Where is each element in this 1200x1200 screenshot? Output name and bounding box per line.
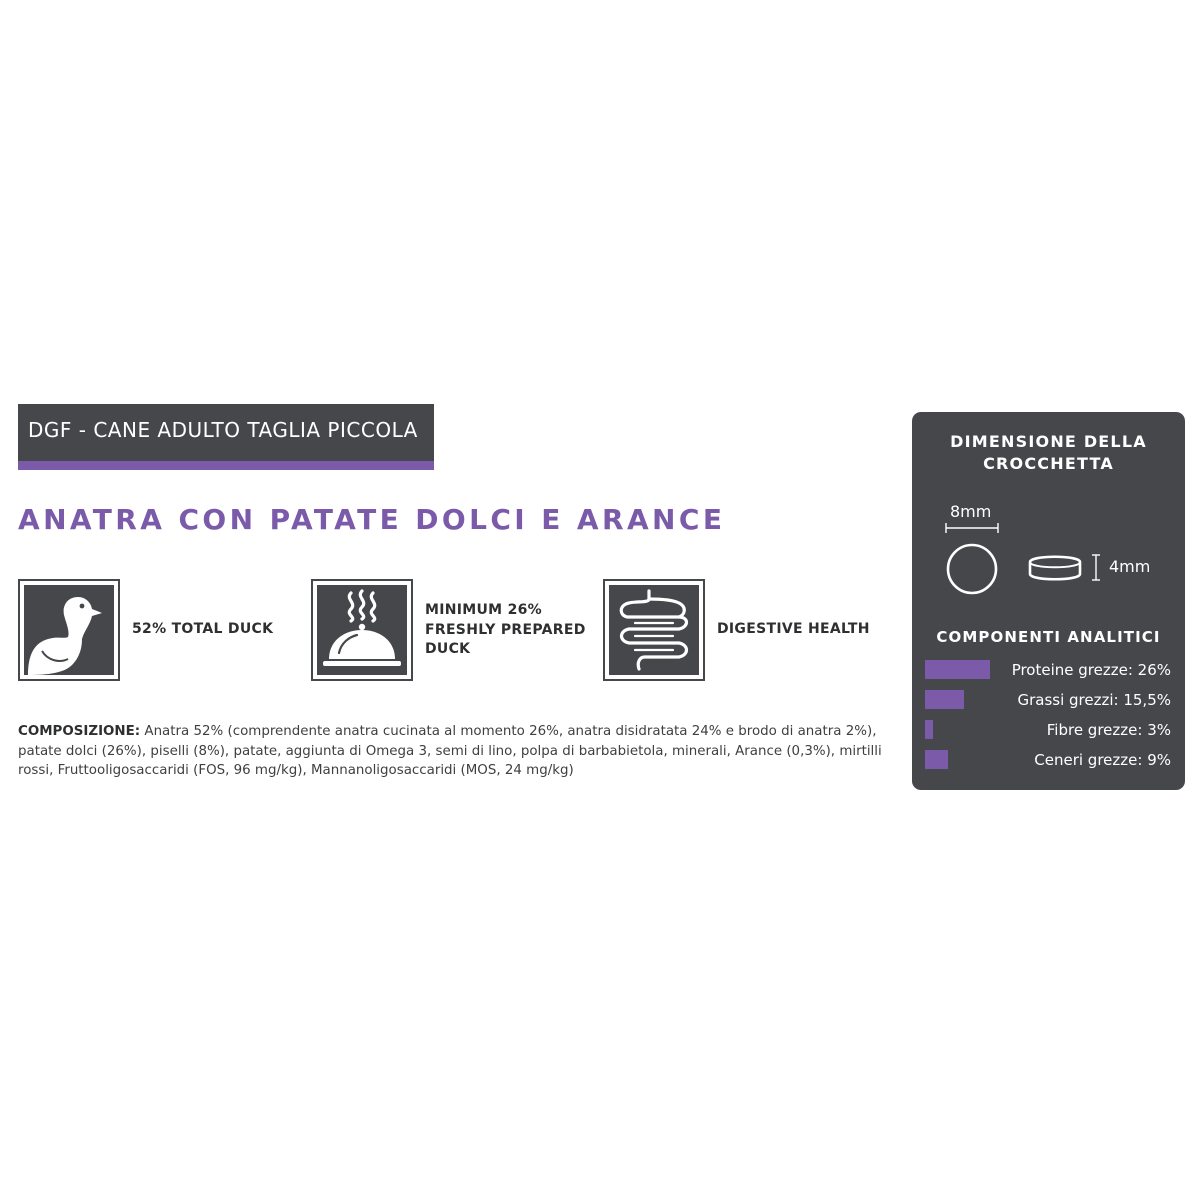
kibble-width-label: 8mm <box>950 502 992 521</box>
duck-icon <box>24 585 114 675</box>
kibble-top-view <box>948 545 996 593</box>
component-row <box>912 690 1185 712</box>
cloche-icon <box>317 585 407 675</box>
component-bar <box>925 690 964 709</box>
composition-label: COMPOSIZIONE: <box>18 724 141 739</box>
feature-label: DIGESTIVE HEALTH <box>717 621 870 637</box>
component-label: Ceneri grezze: 9% <box>1034 751 1171 769</box>
header-accent-stripe <box>18 461 434 470</box>
component-label: Grassi grezzi: 15,5% <box>1017 691 1171 709</box>
intestine-icon <box>609 585 699 675</box>
feature-label <box>425 601 586 660</box>
feature-label-line: FRESHLY PREPARED <box>425 621 586 638</box>
feature-icon-frame <box>603 579 705 681</box>
kibble-height-label: 4mm <box>1109 557 1151 576</box>
analytical-components-title: COMPONENTI ANALITICI <box>936 628 1161 646</box>
component-bar <box>925 750 948 769</box>
component-label: Proteine grezze: 26% <box>1011 661 1171 679</box>
product-name: ANATRA CON PATATE DOLCI E ARANCE <box>18 503 726 536</box>
component-bar <box>925 720 933 739</box>
component-row <box>912 720 1185 742</box>
kibble-info-panel <box>912 412 1185 790</box>
kibble-size-title-line: DIMENSIONE DELLA <box>950 432 1147 451</box>
kibble-side-view <box>1030 557 1080 580</box>
composition-body: Anatra 52% (comprendente anatra cucinata al momento 26%, anatra disidratata 24% e brodo di anatra 2%), patate dolci (26%), piselli (8%), patate, aggiunta di Omega 3, semi di lino, polpa di barbabietola, minerali, Arance (0,3%), mirtilli rossi, Fruttooligosaccaridi (FOS, 96 mg/kg), Mannanoligosaccaridi (MOS, 24 mg/kg) <box>18 724 882 778</box>
component-bar <box>925 660 990 679</box>
feature-icon-frame <box>311 579 413 681</box>
feature-label: 52% TOTAL DUCK <box>132 621 274 637</box>
component-row <box>912 660 1185 682</box>
feature-icon-frame <box>18 579 120 681</box>
kibble-diagram <box>912 412 1185 612</box>
feature-label-line: DUCK <box>425 641 471 657</box>
product-line-title: DGF - CANE ADULTO TAGLIA PICCOLA <box>28 418 418 442</box>
feature-label-line: MINIMUM 26% <box>425 602 542 618</box>
component-label: Fibre grezze: 3% <box>1046 721 1171 739</box>
product-line-header <box>18 404 434 470</box>
composition-text <box>18 722 898 781</box>
component-row <box>912 750 1185 772</box>
kibble-size-title-line: CROCCHETTA <box>983 454 1114 473</box>
